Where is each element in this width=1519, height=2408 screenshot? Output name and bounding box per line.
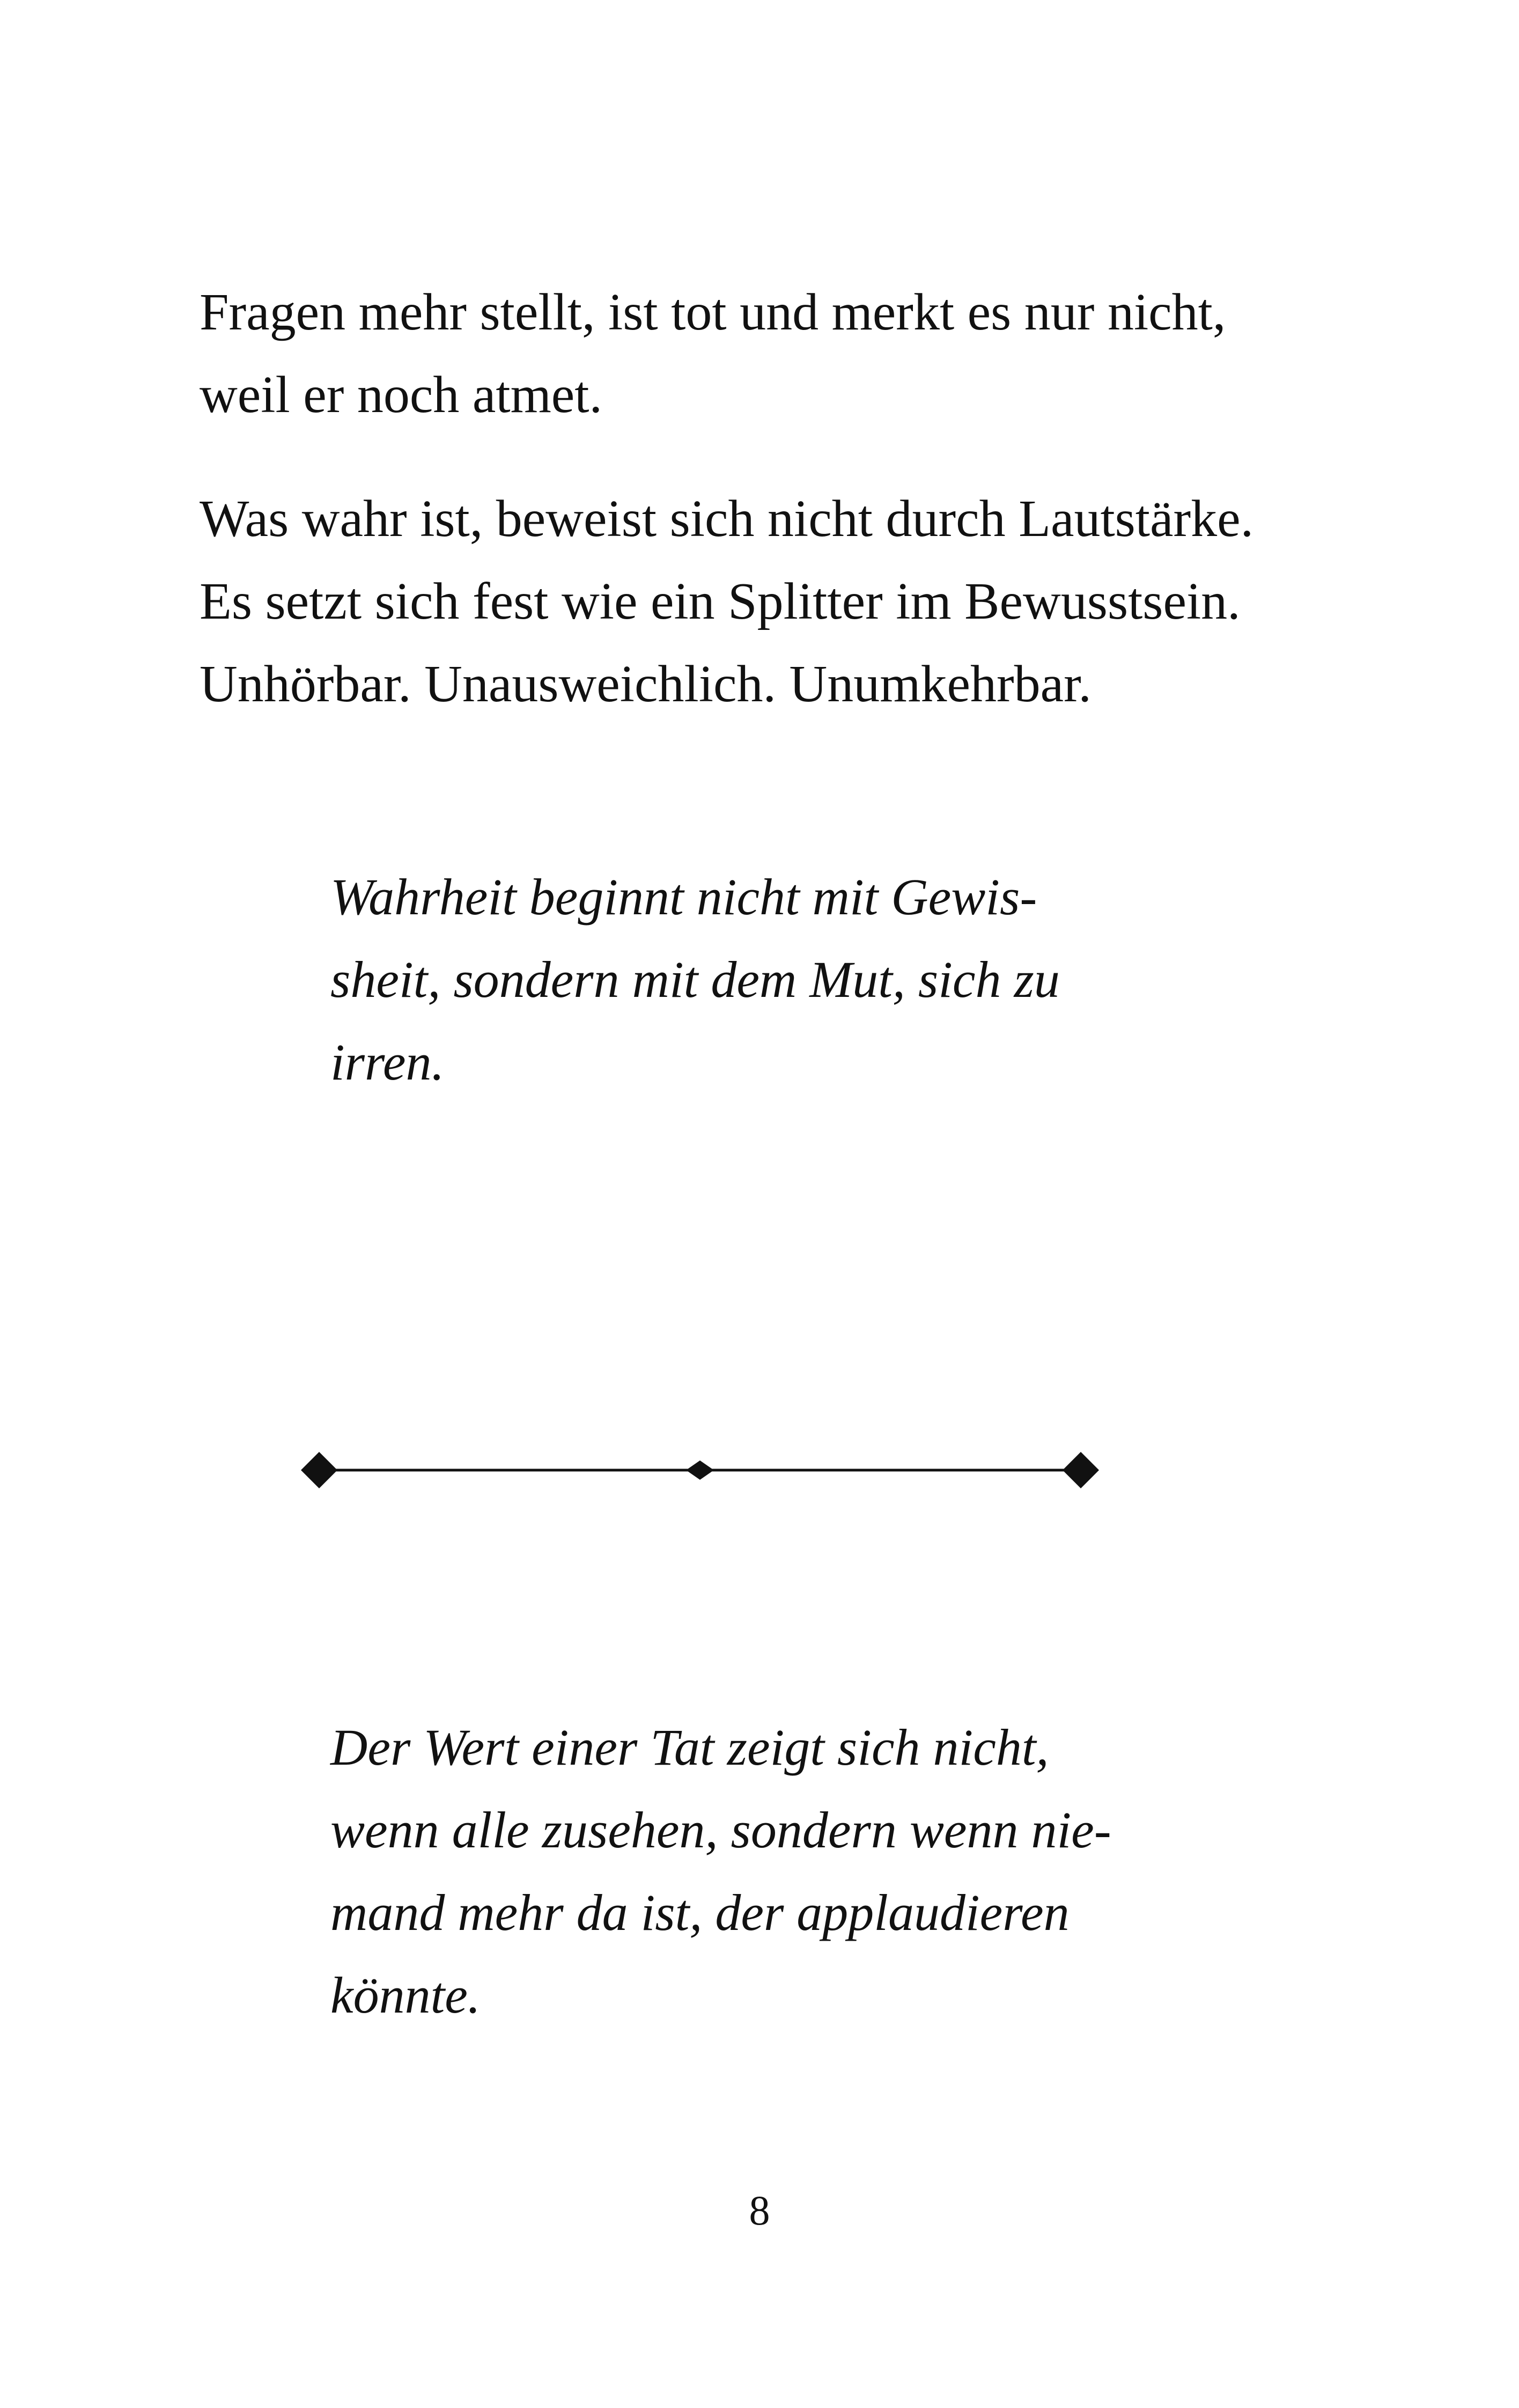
left-diamond-icon — [301, 1452, 337, 1488]
text-line: Fragen mehr stellt, ist tot und merkt es nur nicht, — [200, 283, 1226, 341]
quote-line: Der Wert einer Tat zeigt sich nicht, — [330, 1719, 1049, 1776]
italic-quote — [330, 856, 1124, 1104]
quote-line: sheit, sondern mit dem Mut, sich zu — [330, 951, 1060, 1008]
text-line: Was wahr ist, beweist sich nicht durch Lautstärke. — [200, 490, 1254, 548]
diamond-line-divider-icon — [298, 1443, 1102, 1497]
quote-line: mand mehr da ist, der applaudieren — [330, 1884, 1070, 1941]
right-diamond-icon — [1063, 1452, 1099, 1488]
quote-line: wenn alle zusehen, sondern wenn nie- — [330, 1801, 1111, 1859]
page-number: 8 — [749, 2187, 770, 2234]
italic-quote — [330, 1706, 1124, 2037]
quote-line: irren. — [330, 1033, 445, 1091]
text-line: Es setzt sich fest wie ein Splitter im Bewusstsein. — [200, 572, 1241, 630]
text-line: weil er noch atmet. — [200, 366, 603, 424]
text-line: Unhörbar. Unausweichlich. Unumkehrbar. — [200, 655, 1092, 713]
quote-line: könnte. — [330, 1966, 481, 2024]
quote-line: Wahrheit beginnt nicht mit Gewis- — [330, 868, 1037, 926]
body-paragraph — [200, 271, 1326, 436]
center-diamond-icon — [686, 1460, 714, 1480]
body-paragraph — [200, 478, 1326, 725]
